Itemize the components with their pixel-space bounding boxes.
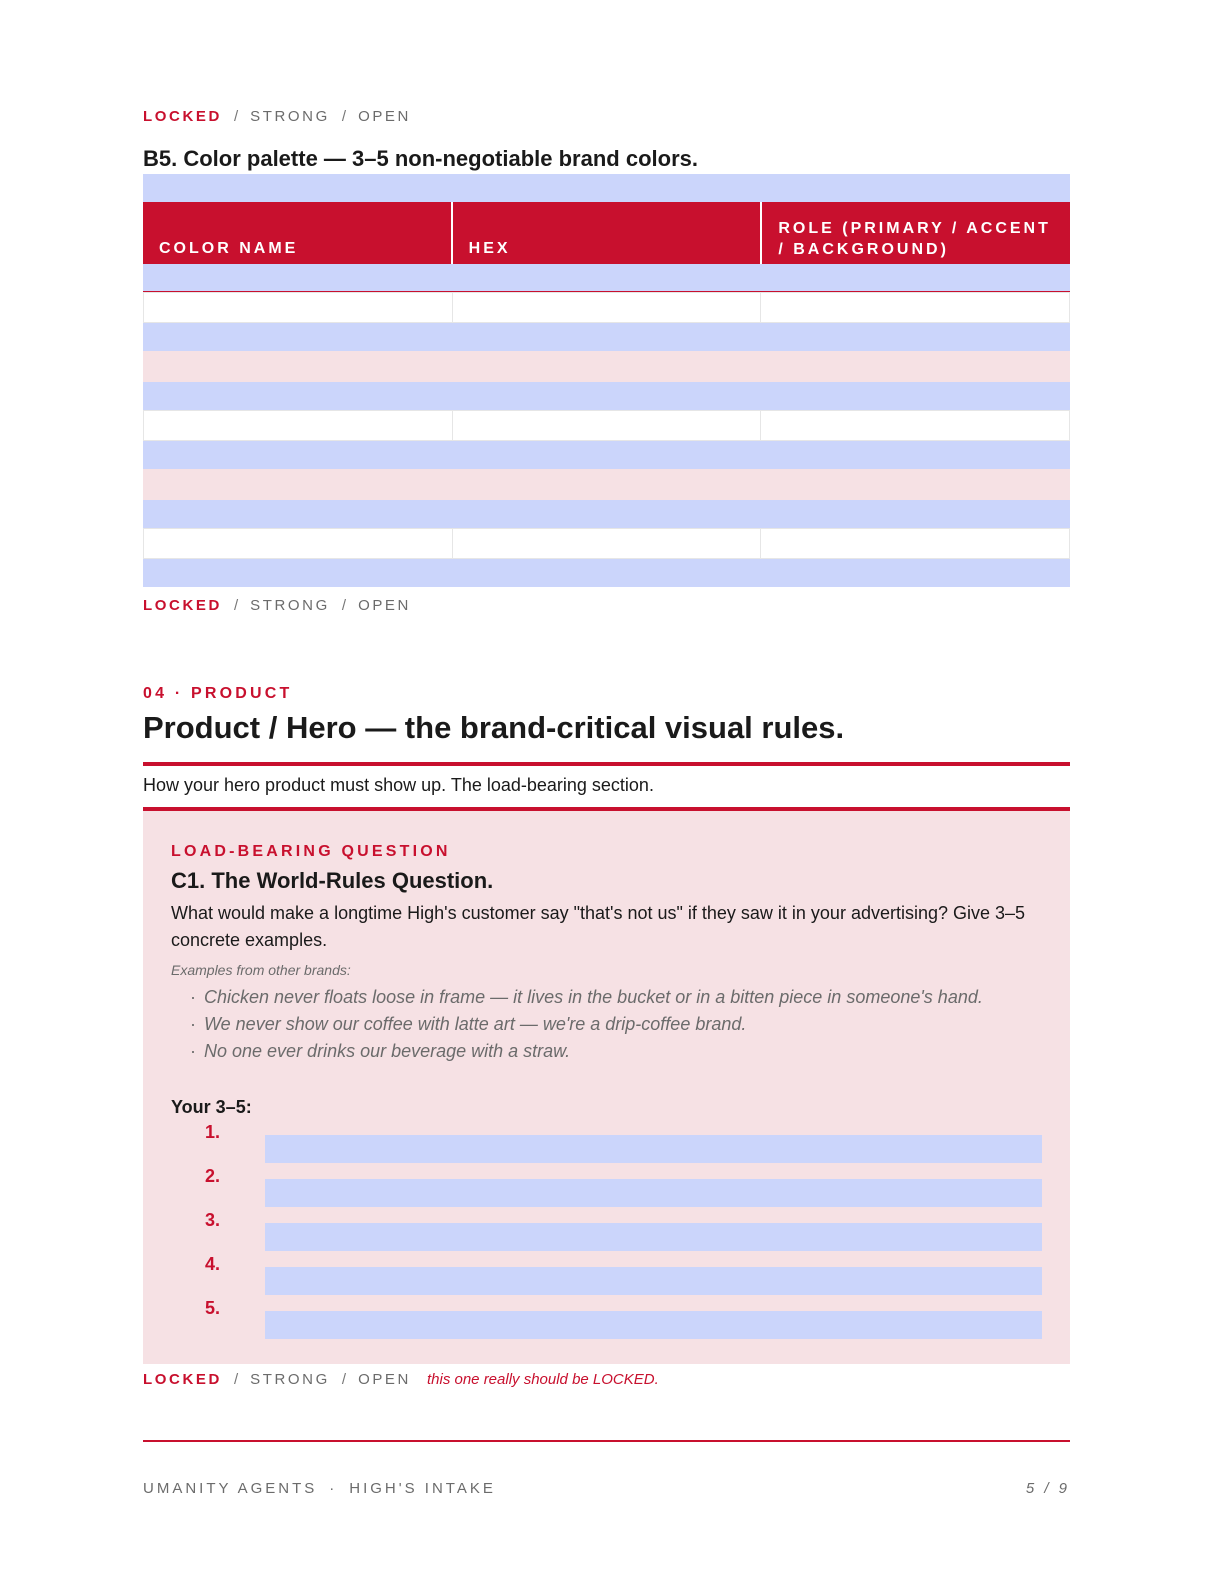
question-c1-body: What would make a longtime High's customer say "that's not us" if they saw it in your advertising? Give 3–5 concrete examples.: [171, 903, 1026, 950]
lock-selector-c1[interactable]: [143, 1371, 659, 1388]
question-b5-title: B5. Color palette — 3–5 non-negotiable brand colors.: [143, 146, 698, 171]
footer-brand: UMANITY AGENTS: [143, 1480, 318, 1497]
question-c1-title: C1. The World-Rules Question.: [171, 868, 494, 893]
color-palette-table: [143, 174, 1070, 587]
answer-row: [143, 1210, 1070, 1254]
answer-row: [143, 1166, 1070, 1210]
cell-role[interactable]: [761, 410, 1070, 441]
cell-role[interactable]: [761, 469, 1070, 500]
cell-hex[interactable]: [453, 528, 762, 559]
answer-field[interactable]: [265, 1311, 1042, 1339]
cell-hex[interactable]: [453, 351, 762, 382]
section-subtitle: How your hero product must show up. The load-bearing section.: [143, 775, 654, 795]
table-field-strip[interactable]: [143, 323, 1070, 351]
example-item: · We never show our coffee with latte art — we're a drip-coffee brand.: [190, 1014, 747, 1034]
callout-eyebrow: LOAD-BEARING QUESTION: [171, 843, 451, 860]
lock-option-strong[interactable]: STRONG: [250, 597, 330, 614]
examples-label: Examples from other brands:: [171, 962, 351, 978]
answer-field[interactable]: [265, 1179, 1042, 1207]
answer-number: 4.: [205, 1254, 221, 1274]
lock-separator: /: [341, 597, 347, 614]
answer-row: [143, 1298, 1070, 1342]
table-field-strip[interactable]: [143, 441, 1070, 469]
cell-hex[interactable]: [453, 292, 762, 323]
section-eyebrow: 04 · PRODUCT: [143, 685, 293, 702]
table-field-strip[interactable]: [143, 264, 1070, 292]
table-row: [143, 528, 1070, 559]
lock-option-open[interactable]: OPEN: [358, 108, 411, 125]
cell-color-name[interactable]: [143, 292, 453, 323]
lock-separator: /: [341, 1371, 347, 1388]
lock-selector-b5[interactable]: [143, 597, 411, 614]
lock-separator: /: [233, 597, 239, 614]
footer-label: [143, 1480, 496, 1497]
lock-option-locked[interactable]: LOCKED: [143, 108, 222, 125]
answer-row: [143, 1254, 1070, 1298]
footer-rule: [143, 1440, 1070, 1442]
table-field-strip[interactable]: [143, 500, 1070, 528]
cell-role[interactable]: [761, 528, 1070, 559]
column-header-role: ROLE (PRIMARY / ACCENT / BACKGROUND): [778, 220, 1051, 258]
lock-separator: /: [233, 108, 239, 125]
column-header-hex: HEX: [453, 202, 763, 264]
table-row: [143, 410, 1070, 441]
bullet-dot-icon: ·: [190, 1041, 196, 1061]
lock-separator: /: [233, 1371, 239, 1388]
lock-selector-top[interactable]: [143, 108, 411, 125]
section-rule: [143, 762, 1070, 766]
table-field-strip[interactable]: [143, 382, 1070, 410]
footer-doc-name: HIGH'S INTAKE: [349, 1480, 496, 1497]
lock-separator: /: [341, 108, 347, 125]
cell-hex[interactable]: [453, 469, 762, 500]
cell-role[interactable]: [761, 292, 1070, 323]
section-title: Product / Hero — the brand-critical visual rules.: [143, 710, 845, 745]
answer-number: 5.: [205, 1298, 221, 1318]
lock-option-open[interactable]: OPEN: [358, 1371, 411, 1388]
table-row: [143, 351, 1070, 382]
table-row: [143, 469, 1070, 500]
lock-option-locked[interactable]: LOCKED: [143, 1371, 222, 1388]
page-number: 5 / 9: [1025, 1480, 1070, 1497]
examples-list: [190, 985, 1030, 1066]
lock-option-open[interactable]: OPEN: [358, 597, 411, 614]
answer-row: [143, 1122, 1070, 1166]
cell-color-name[interactable]: [143, 469, 453, 500]
bullet-dot-icon: ·: [190, 1014, 196, 1034]
cell-color-name[interactable]: [143, 528, 453, 559]
lock-option-strong[interactable]: STRONG: [250, 108, 330, 125]
table-field-strip[interactable]: [143, 559, 1070, 587]
table-header: [143, 202, 1070, 264]
answer-number: 1.: [205, 1122, 221, 1142]
lock-option-strong[interactable]: STRONG: [250, 1371, 330, 1388]
cell-color-name[interactable]: [143, 410, 453, 441]
answer-number: 3.: [205, 1210, 221, 1230]
bullet-dot-icon: ·: [190, 987, 196, 1007]
lock-note: this one really should be LOCKED.: [426, 1371, 659, 1388]
example-item: · No one ever drinks our beverage with a straw.: [190, 1041, 571, 1061]
footer-separator: ·: [329, 1480, 338, 1497]
cell-color-name[interactable]: [143, 351, 453, 382]
answers-label: Your 3–5:: [171, 1097, 252, 1117]
example-item: · Chicken never floats loose in frame — it lives in the bucket or in a bitten piece in someone's hand.: [190, 987, 983, 1007]
answer-field[interactable]: [265, 1135, 1042, 1163]
answer-number: 2.: [205, 1166, 221, 1186]
answer-field[interactable]: [265, 1267, 1042, 1295]
table-caption-field[interactable]: [143, 174, 1070, 202]
cell-hex[interactable]: [453, 410, 762, 441]
load-bearing-callout: [143, 811, 1070, 1364]
answer-field[interactable]: [265, 1223, 1042, 1251]
column-header-color-name: COLOR NAME: [143, 202, 453, 264]
table-row: [143, 292, 1070, 323]
lock-option-locked[interactable]: LOCKED: [143, 597, 222, 614]
cell-role[interactable]: [761, 351, 1070, 382]
